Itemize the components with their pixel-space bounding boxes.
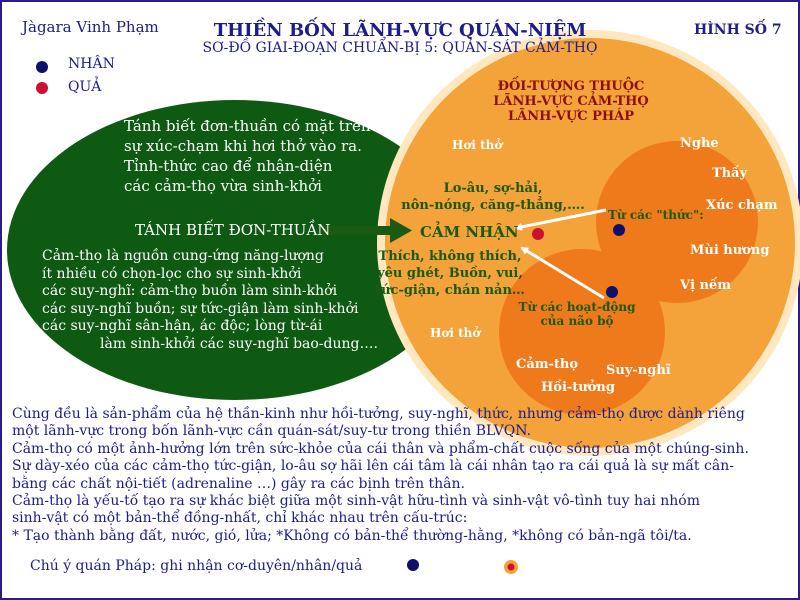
green-intro-line: Tánh biết đơn-thuần có mặt trên — [124, 117, 371, 135]
brain-from-line: của não bộ — [540, 314, 614, 328]
senses-from-label: Từ các "thức": — [608, 208, 704, 222]
breath-label-top: Hơi thở — [452, 138, 503, 152]
green-body-line: Cảm-thọ là nguồn cung-ứng năng-lượng — [42, 248, 324, 264]
green-intro — [124, 116, 371, 196]
green-body-line: ít nhiều có chọn-lọc cho sự sinh-khởi — [42, 265, 302, 282]
green-body-line: các suy-nghĩ: cảm-thọ buồn làm sinh-khởi — [42, 283, 338, 299]
green-body-line: làm sinh-khởi các suy-nghĩ bao-dung…. — [100, 335, 378, 352]
page-subtitle: SƠ-ĐỒ GIAI-ĐOẠN CHUẨN-BỊ 5: QUÁN-SÁT CẢM-THỌ — [202, 40, 598, 56]
author-name: Jàgara Vinh Phạm — [22, 18, 159, 36]
explanation-line: bằng các chất nội-tiết (adrenaline …) gây ra các bịnh trên thân. — [12, 475, 465, 492]
green-body — [42, 248, 378, 353]
brain-feeling: Cảm-thọ — [516, 357, 579, 372]
center-label: CẢM NHẬN — [420, 223, 519, 241]
sense-smell: Mùi hương — [690, 243, 770, 258]
sense-hearing: Nghe — [680, 136, 719, 151]
explanation-line: * Tạo thành bằng đất, nước, gió, lửa; *Không có bản-thể thường-hằng, *không có bản-ngã tôi/ta. — [12, 527, 692, 544]
green-heading: TÁNH BIẾT ĐƠN-THUẦN — [135, 221, 331, 239]
emotions-line: Thích, không thích, — [378, 249, 522, 264]
green-intro-line: sự xúc-chạm khi hơi thở vào ra. — [124, 137, 362, 155]
worries-text — [398, 180, 588, 214]
footer-cause-dot — [407, 559, 419, 571]
sense-taste: Vị nếm — [680, 278, 732, 293]
cause-dot-senses — [613, 224, 625, 236]
brain-memory: Hồi-tưởng — [541, 380, 615, 395]
cause-dot-brain — [606, 286, 618, 298]
explanation-text — [12, 406, 794, 545]
brain-thinking: Suy-nghĩ — [606, 363, 671, 378]
emotions-line: tức-giận, chán nản… — [375, 283, 525, 298]
orange-heading — [486, 79, 656, 124]
worries-line: nôn-nóng, căng-thẳng,…. — [401, 198, 585, 213]
explanation-line: Cùng đều là sản-phẩm của hệ thần-kinh như hồi-tưởng, suy-nghĩ, thức, nhưng cảm-thọ được dành riêng — [12, 406, 745, 422]
explanation-line: Sự dày-xéo của các cảm-thọ tức-giận, lo-âu sợ hãi lên cái tâm là cái nhân tạo ra cái quả là sự mất cân- — [12, 458, 734, 475]
page-title: THIỀN BỐN LÃNH-VỰC QUÁN-NIỆM — [213, 20, 587, 41]
orange-heading-line: ĐỐI-TƯỢNG THUỘC — [497, 79, 645, 94]
legend-effect-label: QUẢ — [68, 79, 102, 95]
green-intro-line: Tỉnh-thức cao để nhận-diện — [124, 157, 333, 175]
effect-dot-center — [532, 228, 544, 240]
worries-line: Lo-âu, sợ-hải, — [443, 181, 543, 196]
sense-touch: Xúc chạm — [706, 198, 778, 213]
explanation-line: Cảm-thọ là yếu-tố tạo ra sự khác biệt giữa một sinh-vật hữu-tình và sinh-vật vô-tình tuy hai nhóm — [12, 493, 701, 510]
emotions-text — [360, 248, 540, 299]
footer-effect-dot — [508, 564, 515, 571]
sense-seeing: Thấy — [712, 166, 748, 181]
breath-label-bottom: Hơi thở — [430, 326, 481, 340]
legend-effect-dot — [36, 82, 48, 94]
green-body-line: các suy-nghĩ sân-hận, ác độc; lòng từ-ái — [42, 318, 323, 334]
explanation-line: một lãnh-vực trong bốn lãnh-vực cần quán-sát/suy-tư trong thiền BLVQN. — [12, 423, 532, 440]
legend-cause-dot — [36, 61, 48, 73]
explanation-line: sinh-vật có một bản-thể đồng-nhất, chỉ khác nhau trên cấu-trúc: — [12, 510, 468, 527]
figure-number: HÌNH SỐ 7 — [694, 22, 782, 38]
orange-heading-line: LÃNH-VỰC CẢM-THỌ — [493, 94, 649, 109]
footer-note: Chú ý quán Pháp: ghi nhận cơ-duyên/nhân/quả — [30, 558, 363, 574]
orange-heading-line: LÃNH-VỰC PHÁP — [507, 109, 635, 124]
green-intro-line: các cảm-thọ vừa sinh-khởi — [124, 177, 322, 195]
green-body-line: các suy-nghĩ buồn; sự tức-giận làm sinh-khởi — [42, 300, 359, 317]
explanation-line: Cảm-thọ có một ảnh-hưởng lớn trên sức-khỏe của cái thân và phẩm-chất cuộc sống của một chúng-sinh. — [12, 440, 749, 457]
legend-cause-label: NHÂN — [68, 56, 115, 72]
brain-from-line: Từ các hoạt-động — [518, 300, 636, 314]
brain-from-label — [512, 300, 642, 328]
emotions-line: yêu ghét, Buồn, vui, — [377, 266, 523, 281]
